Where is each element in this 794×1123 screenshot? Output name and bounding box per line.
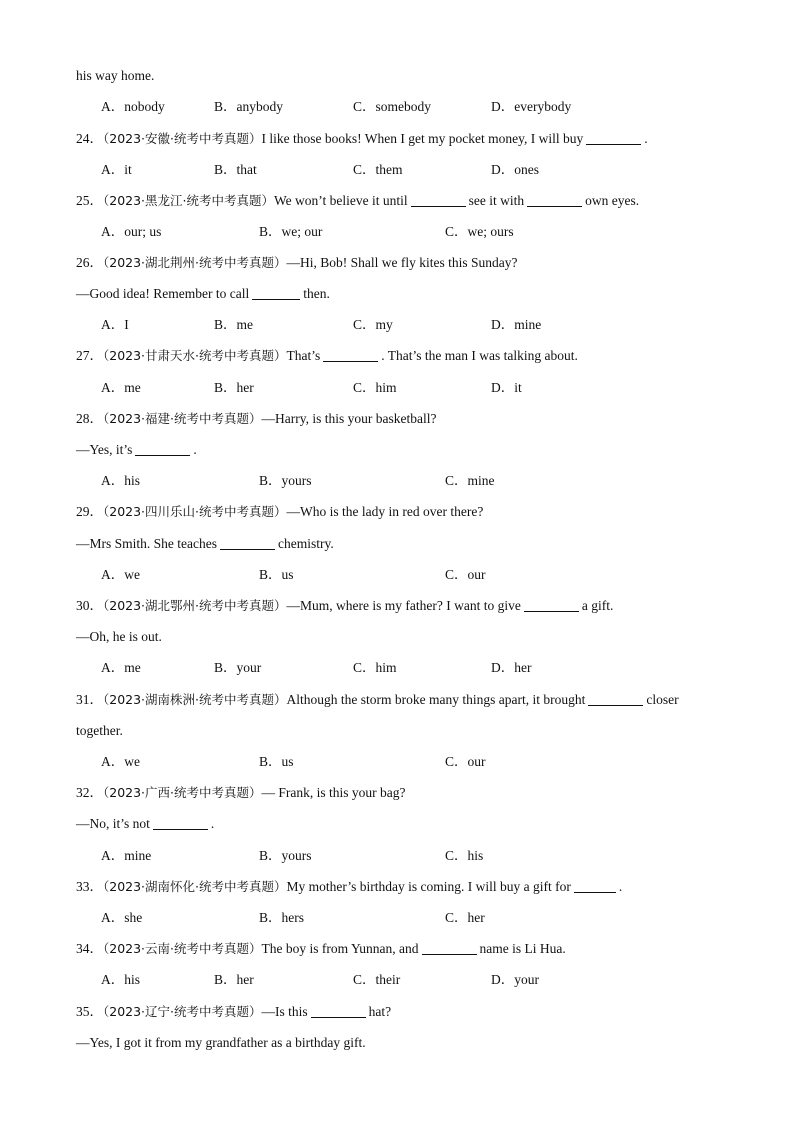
q34-option-c[interactable]: C．their bbox=[353, 972, 401, 987]
answer-blank bbox=[411, 193, 466, 207]
q27-option-a[interactable]: A．me bbox=[101, 380, 141, 395]
question-number: 31． bbox=[76, 692, 103, 707]
q30-option-b[interactable]: B．your bbox=[214, 660, 262, 675]
q29-option-c[interactable]: C．our bbox=[445, 567, 486, 582]
stem-text: . bbox=[618, 879, 623, 894]
stem-text: own eyes. bbox=[585, 193, 640, 208]
q32-option-a[interactable]: A．mine bbox=[101, 848, 152, 863]
question-number: 26． bbox=[76, 255, 103, 270]
answer-blank bbox=[323, 348, 378, 362]
q25-option-c[interactable]: C．we; ours bbox=[445, 224, 514, 239]
q30-option-c[interactable]: C．him bbox=[353, 660, 397, 675]
q28-stem bbox=[76, 410, 436, 428]
stem-text: My mother’s birthday is coming. I will buy a gift for bbox=[286, 879, 571, 894]
q31-option-a[interactable]: A．we bbox=[101, 754, 140, 769]
answer-blank bbox=[574, 879, 616, 893]
q32-option-b[interactable]: B．yours bbox=[259, 848, 312, 863]
q25-option-a[interactable]: A．our; us bbox=[101, 224, 162, 239]
question-source: （2023·甘肃天水·统考中考真题） bbox=[103, 348, 287, 363]
q34-option-b[interactable]: B．her bbox=[214, 972, 254, 987]
answer-blank bbox=[586, 131, 641, 145]
q24-stem bbox=[76, 130, 648, 148]
stem-text: —Who is the lady in red over there? bbox=[286, 504, 484, 519]
q26-option-d[interactable]: D．mine bbox=[491, 317, 542, 332]
q30-dialogue-line: —Oh, he is out. bbox=[76, 629, 162, 644]
q27-option-c[interactable]: C．him bbox=[353, 380, 397, 395]
question-source: （2023·福建·统考中考真题） bbox=[103, 411, 262, 426]
q24-option-a[interactable]: A．it bbox=[101, 162, 132, 177]
q28-option-a[interactable]: A．his bbox=[101, 473, 141, 488]
stem-text: hat? bbox=[368, 1004, 392, 1019]
stem-text: Although the storm broke many things apart, it brought bbox=[286, 692, 586, 707]
q24-option-b[interactable]: B．that bbox=[214, 162, 257, 177]
question-source: （2023·辽宁·统考中考真题） bbox=[103, 1004, 262, 1019]
stem-text: . bbox=[644, 131, 648, 146]
answer-blank bbox=[153, 816, 208, 830]
q34-option-d[interactable]: D．your bbox=[491, 972, 539, 987]
stem-text: . bbox=[193, 442, 197, 457]
question-source: （2023·湖北鄂州·统考中考真题） bbox=[103, 598, 287, 613]
question-number: 30． bbox=[76, 598, 103, 613]
q23-option-b[interactable]: B．anybody bbox=[214, 99, 283, 114]
question-source: （2023·云南·统考中考真题） bbox=[103, 941, 262, 956]
stem-text: We won’t believe it until bbox=[274, 193, 408, 208]
stem-text: —Harry, is this your basketball? bbox=[261, 411, 437, 426]
q23-option-c[interactable]: C．somebody bbox=[353, 99, 432, 114]
answer-blank bbox=[135, 442, 190, 456]
q24-option-d[interactable]: D．ones bbox=[491, 162, 539, 177]
question-number: 32． bbox=[76, 785, 103, 800]
q35-dialogue-line: —Yes, I got it from my grandfather as a birthday gift. bbox=[76, 1035, 366, 1050]
answer-blank bbox=[524, 598, 579, 612]
q31-stem-continuation: together. bbox=[76, 723, 123, 738]
q26-option-a[interactable]: A．I bbox=[101, 317, 129, 332]
question-source: （2023·湖南怀化·统考中考真题） bbox=[103, 879, 287, 894]
question-source: （2023·湖南株洲·统考中考真题） bbox=[103, 692, 287, 707]
q34-stem bbox=[76, 940, 566, 958]
question-number: 28． bbox=[76, 411, 103, 426]
q23-option-d[interactable]: D．everybody bbox=[491, 99, 572, 114]
stem-text: The boy is from Yunnan, and bbox=[261, 941, 419, 956]
question-number: 35． bbox=[76, 1004, 103, 1019]
q30-option-d[interactable]: D．her bbox=[491, 660, 532, 675]
question-number: 34． bbox=[76, 941, 103, 956]
answer-blank bbox=[220, 536, 275, 550]
q27-stem bbox=[76, 347, 578, 365]
q29-stem bbox=[76, 503, 483, 521]
question-source: （2023·湖北荆州·统考中考真题） bbox=[103, 255, 287, 270]
stem-text: —Yes, it’s bbox=[76, 442, 133, 457]
stem-text: closer bbox=[646, 692, 679, 707]
q33-option-a[interactable]: A．she bbox=[101, 910, 143, 925]
question-source: （2023·黑龙江·统考中考真题） bbox=[103, 193, 275, 208]
q30-stem bbox=[76, 597, 613, 615]
q31-stem bbox=[76, 691, 679, 709]
question-number: 24． bbox=[76, 131, 103, 146]
q25-stem bbox=[76, 192, 639, 210]
q32-option-c[interactable]: C．his bbox=[445, 848, 484, 863]
answer-blank bbox=[588, 692, 643, 706]
stem-text: a gift. bbox=[581, 598, 614, 613]
answer-blank bbox=[422, 941, 477, 955]
question-number: 27． bbox=[76, 348, 103, 363]
q30-option-a[interactable]: A．me bbox=[101, 660, 141, 675]
stem-text: That’s bbox=[286, 348, 321, 363]
q31-option-b[interactable]: B．us bbox=[259, 754, 294, 769]
q28-dialogue-line bbox=[76, 441, 197, 459]
q24-option-c[interactable]: C．them bbox=[353, 162, 403, 177]
answer-blank bbox=[527, 193, 582, 207]
stem-text: —Good idea! Remember to call bbox=[76, 286, 250, 301]
q26-stem bbox=[76, 254, 518, 272]
q25-option-b[interactable]: B．we; our bbox=[259, 224, 323, 239]
q23-option-a[interactable]: A．nobody bbox=[101, 99, 165, 114]
question-number: 33． bbox=[76, 879, 103, 894]
q27-option-b[interactable]: B．her bbox=[214, 380, 254, 395]
answer-blank bbox=[311, 1004, 366, 1018]
q32-stem bbox=[76, 784, 406, 802]
q32-dialogue-line bbox=[76, 815, 214, 833]
stem-text: chemistry. bbox=[278, 536, 334, 551]
question-number: 25． bbox=[76, 193, 103, 208]
stem-text: —No, it’s not bbox=[76, 816, 150, 831]
stem-text: —Hi, Bob! Shall we fly kites this Sunday? bbox=[286, 255, 518, 270]
q26-option-c[interactable]: C．my bbox=[353, 317, 393, 332]
stem-text: I like those books! When I get my pocket money, I will buy bbox=[261, 131, 584, 146]
q29-option-b[interactable]: B．us bbox=[259, 567, 294, 582]
q31-option-c[interactable]: C．our bbox=[445, 754, 486, 769]
answer-blank bbox=[252, 286, 300, 300]
stem-text: then. bbox=[303, 286, 330, 301]
q28-option-c[interactable]: C．mine bbox=[445, 473, 495, 488]
question-source: （2023·安徽·统考中考真题） bbox=[103, 131, 262, 146]
stem-text: . bbox=[210, 816, 215, 831]
q29-dialogue-line bbox=[76, 535, 334, 553]
q26-dialogue-line bbox=[76, 285, 330, 303]
q23-stem-continuation: his way home. bbox=[76, 68, 155, 83]
question-number: 29． bbox=[76, 504, 103, 519]
q34-option-a[interactable]: A．his bbox=[101, 972, 141, 987]
q26-option-b[interactable]: B．me bbox=[214, 317, 253, 332]
stem-text: —Is this bbox=[261, 1004, 308, 1019]
question-source: （2023·广西·统考中考真题） bbox=[103, 785, 262, 800]
q33-option-c[interactable]: C．her bbox=[445, 910, 485, 925]
stem-text: — Frank, is this your bag? bbox=[261, 785, 406, 800]
q29-option-a[interactable]: A．we bbox=[101, 567, 140, 582]
stem-text: . That’s the man I was talking about. bbox=[381, 348, 578, 363]
q27-option-d[interactable]: D．it bbox=[491, 380, 522, 395]
stem-text: see it with bbox=[468, 193, 525, 208]
q33-stem bbox=[76, 878, 622, 896]
q33-option-b[interactable]: B．hers bbox=[259, 910, 304, 925]
stem-text: —Mrs Smith. She teaches bbox=[76, 536, 217, 551]
stem-text: name is Li Hua. bbox=[479, 941, 566, 956]
q35-stem bbox=[76, 1003, 391, 1021]
question-source: （2023·四川乐山·统考中考真题） bbox=[103, 504, 287, 519]
q28-option-b[interactable]: B．yours bbox=[259, 473, 312, 488]
stem-text: —Mum, where is my father? I want to give bbox=[286, 598, 521, 613]
